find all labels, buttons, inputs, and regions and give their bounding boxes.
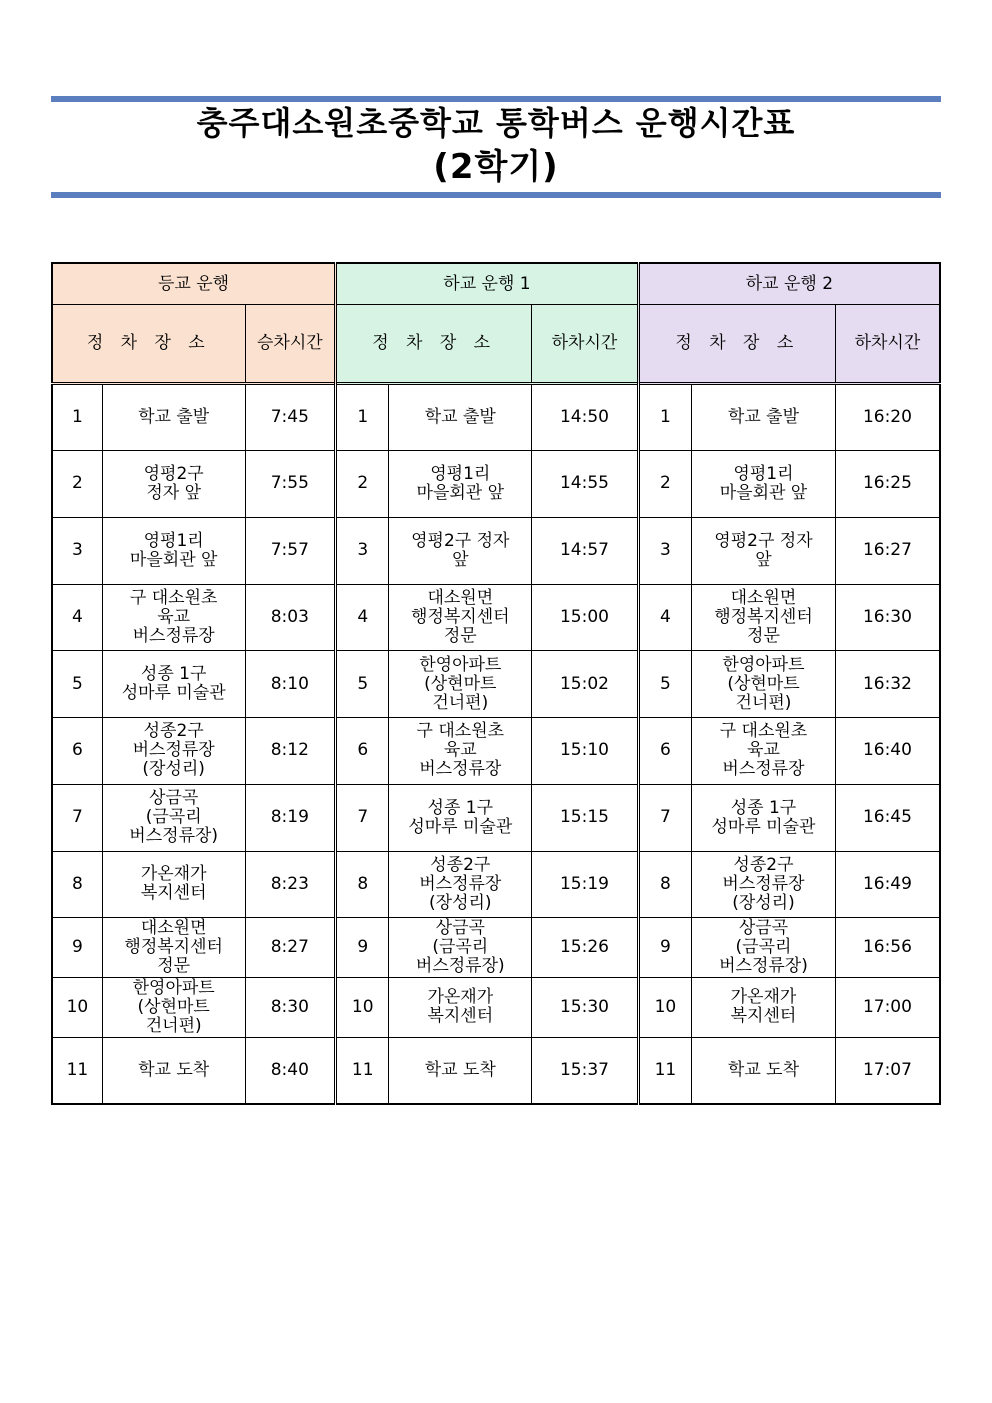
table-row: [52, 918, 940, 978]
morning-stop-name: 성종2구 버스정류장 (장성리): [102, 718, 245, 785]
afternoon1-time: 15:10: [532, 718, 639, 785]
stop-number: 11: [638, 1037, 691, 1104]
stop-number: 7: [52, 784, 102, 851]
afternoon2-time: 16:40: [835, 718, 940, 785]
table-row: [52, 651, 940, 718]
title-rule-top: [51, 96, 941, 102]
stop-number: 9: [638, 918, 691, 978]
morning-place-header: 정 차 장 소: [52, 305, 245, 384]
afternoon2-stop-name: 대소원면 행정복지센터 정문: [692, 584, 836, 651]
stop-number: 1: [336, 384, 389, 451]
section-afternoon1-label: 하교 운행 1: [336, 263, 639, 305]
afternoon1-time: 14:55: [532, 451, 639, 518]
afternoon2-time: 16:20: [835, 384, 940, 451]
afternoon2-stop-name: 학교 출발: [692, 384, 836, 451]
stop-number: 9: [336, 918, 389, 978]
afternoon2-stop-name: 학교 도착: [692, 1037, 836, 1104]
table-row: [52, 784, 940, 851]
morning-stop-name: 가온재가 복지센터: [102, 851, 245, 918]
afternoon2-stop-name: 구 대소원초 육교 버스정류장: [692, 718, 836, 785]
afternoon1-time: 15:00: [532, 584, 639, 651]
stop-number: 10: [52, 978, 102, 1038]
section-header-row: [52, 263, 940, 305]
afternoon2-stop-name: 성종 1구 성마루 미술관: [692, 784, 836, 851]
afternoon2-time: 16:32: [835, 651, 940, 718]
morning-time-header: 승차시간: [245, 305, 336, 384]
afternoon2-stop-name: 가온재가 복지센터: [692, 978, 836, 1038]
stop-number: 5: [52, 651, 102, 718]
afternoon1-stop-name: 학교 도착: [389, 1037, 532, 1104]
stop-number: 11: [336, 1037, 389, 1104]
stop-number: 2: [52, 451, 102, 518]
afternoon2-time: 17:00: [835, 978, 940, 1038]
morning-time: 8:40: [245, 1037, 336, 1104]
morning-stop-name: 학교 도착: [102, 1037, 245, 1104]
afternoon2-stop-name: 상금곡 (금곡리 버스정류장): [692, 918, 836, 978]
morning-stop-name: 영평1리 마을회관 앞: [102, 517, 245, 584]
page-subtitle: (2학기): [433, 147, 559, 187]
afternoon1-stop-name: 상금곡 (금곡리 버스정류장): [389, 918, 532, 978]
afternoon2-time: 16:45: [835, 784, 940, 851]
morning-stop-name: 상금곡 (금곡리 버스정류장): [102, 784, 245, 851]
stop-number: 4: [336, 584, 389, 651]
morning-stop-name: 대소원면 행정복지센터 정문: [102, 918, 245, 978]
morning-stop-name: 구 대소원초 육교 버스정류장: [102, 584, 245, 651]
morning-time: 8:03: [245, 584, 336, 651]
table-row: [52, 978, 940, 1038]
afternoon2-time: 16:49: [835, 851, 940, 918]
morning-time: 8:12: [245, 718, 336, 785]
afternoon1-place-header: 정 차 장 소: [336, 305, 532, 384]
afternoon1-time: 15:15: [532, 784, 639, 851]
afternoon1-time: 15:19: [532, 851, 639, 918]
afternoon1-stop-name: 영평2구 정자 앞: [389, 517, 532, 584]
morning-stop-name: 성종 1구 성마루 미술관: [102, 651, 245, 718]
table-row: [52, 451, 940, 518]
stop-number: 10: [638, 978, 691, 1038]
afternoon2-time: 16:27: [835, 517, 940, 584]
afternoon1-stop-name: 가온재가 복지센터: [389, 978, 532, 1038]
morning-stop-name: 영평2구 정자 앞: [102, 451, 245, 518]
stop-number: 4: [638, 584, 691, 651]
section-morning-label: 등교 운행: [52, 263, 336, 305]
afternoon1-stop-name: 영평1리 마을회관 앞: [389, 451, 532, 518]
morning-time: 7:57: [245, 517, 336, 584]
afternoon2-time: 16:25: [835, 451, 940, 518]
stop-number: 11: [52, 1037, 102, 1104]
morning-time: 8:30: [245, 978, 336, 1038]
stop-number: 8: [52, 851, 102, 918]
stop-number: 7: [638, 784, 691, 851]
afternoon1-time: 14:57: [532, 517, 639, 584]
afternoon2-stop-name: 성종2구 버스정류장 (장성리): [692, 851, 836, 918]
table-row: [52, 1037, 940, 1104]
morning-time: 8:23: [245, 851, 336, 918]
morning-time: 7:55: [245, 451, 336, 518]
morning-time: 8:10: [245, 651, 336, 718]
title-rule-bottom: [51, 192, 941, 198]
afternoon1-time-header: 하차시간: [532, 305, 639, 384]
stop-number: 3: [638, 517, 691, 584]
afternoon2-time: 17:07: [835, 1037, 940, 1104]
afternoon2-time-header: 하차시간: [835, 305, 940, 384]
afternoon1-time: 15:37: [532, 1037, 639, 1104]
afternoon1-stop-name: 성종 1구 성마루 미술관: [389, 784, 532, 851]
table-row: [52, 718, 940, 785]
afternoon2-time: 16:30: [835, 584, 940, 651]
stop-number: 8: [638, 851, 691, 918]
stop-number: 2: [638, 451, 691, 518]
stop-number: 9: [52, 918, 102, 978]
afternoon2-stop-name: 영평1리 마을회관 앞: [692, 451, 836, 518]
morning-stop-name: 한영아파트 (상현마트 건너편): [102, 978, 245, 1038]
afternoon1-stop-name: 학교 출발: [389, 384, 532, 451]
stop-number: 3: [52, 517, 102, 584]
stop-number: 4: [52, 584, 102, 651]
stop-number: 5: [336, 651, 389, 718]
column-header-row: [52, 305, 940, 384]
afternoon1-time: 14:50: [532, 384, 639, 451]
stop-number: 2: [336, 451, 389, 518]
stop-number: 1: [638, 384, 691, 451]
morning-stop-name: 학교 출발: [102, 384, 245, 451]
afternoon1-time: 15:02: [532, 651, 639, 718]
stop-number: 6: [336, 718, 389, 785]
afternoon2-place-header: 정 차 장 소: [638, 305, 835, 384]
table-row: [52, 584, 940, 651]
stop-number: 3: [336, 517, 389, 584]
morning-time: 8:27: [245, 918, 336, 978]
afternoon2-stop-name: 한영아파트 (상현마트 건너편): [692, 651, 836, 718]
bus-schedule-table: [51, 262, 941, 1105]
section-afternoon2-label: 하교 운행 2: [638, 263, 940, 305]
afternoon1-stop-name: 구 대소원초 육교 버스정류장: [389, 718, 532, 785]
table-row: [52, 384, 940, 451]
stop-number: 10: [336, 978, 389, 1038]
stop-number: 1: [52, 384, 102, 451]
stop-number: 6: [638, 718, 691, 785]
afternoon1-stop-name: 한영아파트 (상현마트 건너편): [389, 651, 532, 718]
table-row: [52, 517, 940, 584]
afternoon1-stop-name: 성종2구 버스정류장 (장성리): [389, 851, 532, 918]
stop-number: 8: [336, 851, 389, 918]
morning-time: 7:45: [245, 384, 336, 451]
table-row: [52, 851, 940, 918]
stop-number: 6: [52, 718, 102, 785]
page-title: 충주대소원초중학교 통학버스 운행시간표: [196, 104, 796, 142]
afternoon2-stop-name: 영평2구 정자 앞: [692, 517, 836, 584]
morning-time: 8:19: [245, 784, 336, 851]
stop-number: 5: [638, 651, 691, 718]
afternoon1-stop-name: 대소원면 행정복지센터 정문: [389, 584, 532, 651]
afternoon1-time: 15:30: [532, 978, 639, 1038]
afternoon2-time: 16:56: [835, 918, 940, 978]
stop-number: 7: [336, 784, 389, 851]
afternoon1-time: 15:26: [532, 918, 639, 978]
